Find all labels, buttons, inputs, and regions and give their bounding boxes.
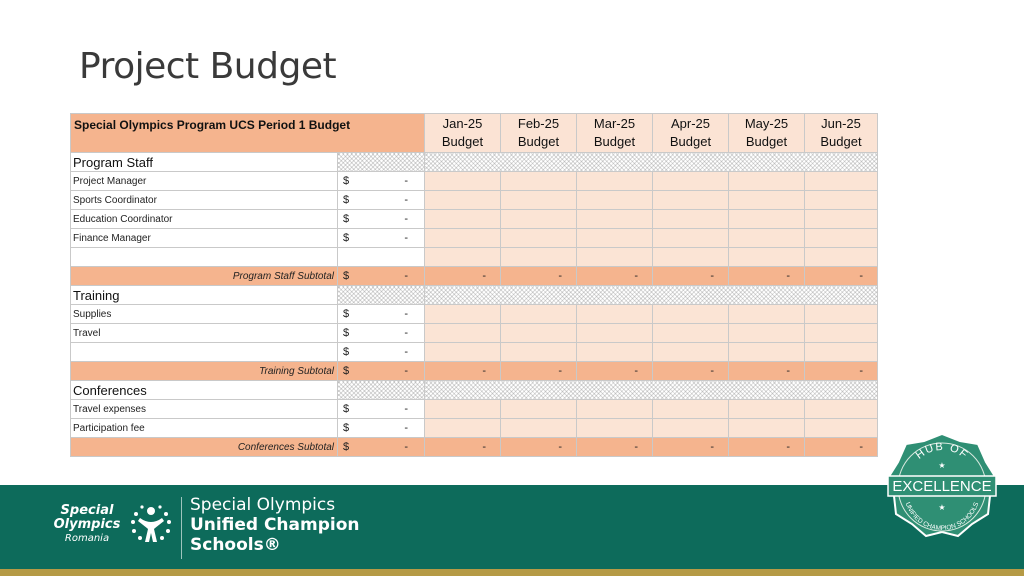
subtotal-amount: $ - <box>338 267 425 286</box>
section-row <box>71 286 878 305</box>
month-cell <box>501 229 577 248</box>
table-row <box>71 324 878 343</box>
month-cell <box>425 172 501 191</box>
table-row <box>71 191 878 210</box>
month-cell <box>729 324 805 343</box>
month-cell <box>425 419 501 438</box>
budget-label: Budget <box>820 134 862 149</box>
month-header <box>501 114 577 153</box>
month-cell <box>577 210 653 229</box>
header-row <box>71 114 878 153</box>
hatched-cell <box>425 153 878 172</box>
month-header <box>577 114 653 153</box>
month-cell <box>805 343 878 362</box>
month-cell <box>577 305 653 324</box>
month-cell <box>729 248 805 267</box>
line-item-label: Project Manager <box>71 172 338 191</box>
month-cell <box>577 324 653 343</box>
slide-title: Project Budget <box>79 46 337 87</box>
empty-label <box>71 343 338 362</box>
month-cell <box>729 172 805 191</box>
budget-label: Budget <box>441 134 484 149</box>
month-label: May-25 <box>744 116 789 131</box>
subtotal-amount: $ - <box>338 438 425 457</box>
subtotal-month: - <box>425 362 501 381</box>
amount-cell: $ - <box>338 210 425 229</box>
footer-divider <box>181 497 182 559</box>
line-item-label: Participation fee <box>71 419 338 438</box>
month-cell <box>501 248 577 267</box>
month-label: Mar-25 <box>593 116 636 131</box>
subtotal-month: - <box>729 438 805 457</box>
section-label: Training <box>71 286 338 305</box>
subtotal-label: Program Staff Subtotal <box>71 267 338 286</box>
month-cell <box>577 419 653 438</box>
section-label: Program Staff <box>71 153 338 172</box>
month-cell <box>805 191 878 210</box>
month-cell <box>805 172 878 191</box>
month-cell <box>577 229 653 248</box>
subtotal-month: - <box>653 362 729 381</box>
month-cell <box>805 400 878 419</box>
logo-line: Special Olympics <box>190 495 336 515</box>
table-row <box>71 248 878 267</box>
table-row <box>71 419 878 438</box>
budget-label: Budget <box>517 134 560 149</box>
special-olympics-romania-logo <box>52 504 122 546</box>
subtotal-month: - <box>501 362 577 381</box>
month-label: Apr-25 <box>670 116 711 131</box>
month-cell <box>501 419 577 438</box>
subtotal-month: - <box>653 438 729 457</box>
month-cell <box>577 191 653 210</box>
month-cell <box>577 343 653 362</box>
month-header <box>425 114 501 153</box>
budget-title: Special Olympics Program UCS Period 1 Budget <box>71 114 425 153</box>
subtotal-label: Training Subtotal <box>71 362 338 381</box>
hatched-cell <box>425 286 878 305</box>
month-cell <box>805 210 878 229</box>
hatched-cell <box>338 381 425 400</box>
month-cell <box>577 248 653 267</box>
line-item-label: Travel expenses <box>71 400 338 419</box>
month-cell <box>577 400 653 419</box>
month-cell <box>501 400 577 419</box>
amount-cell: $ - <box>338 419 425 438</box>
logo-line: Special <box>60 503 114 518</box>
subtotal-row <box>71 267 878 286</box>
amount-cell: $ - <box>338 400 425 419</box>
line-item-label: Finance Manager <box>71 229 338 248</box>
month-cell <box>653 191 729 210</box>
budget-label: Budget <box>593 134 636 149</box>
month-cell <box>501 305 577 324</box>
month-cell <box>425 210 501 229</box>
month-cell <box>425 400 501 419</box>
footer-stripe <box>0 569 1024 576</box>
budget-label: Budget <box>669 134 712 149</box>
month-cell <box>805 248 878 267</box>
star-icon: ★ <box>938 461 946 470</box>
subtotal-month: - <box>577 362 653 381</box>
month-cell <box>653 229 729 248</box>
month-label: Jan-25 <box>442 116 483 131</box>
subtotal-row <box>71 438 878 457</box>
month-cell <box>653 248 729 267</box>
month-cell <box>501 172 577 191</box>
amount-cell: $ - <box>338 229 425 248</box>
amount-cell: $ - <box>338 191 425 210</box>
table-row <box>71 343 878 362</box>
line-item-label: Education Coordinator <box>71 210 338 229</box>
special-olympics-figure-icon <box>128 500 174 546</box>
subtotal-month: - <box>729 267 805 286</box>
logo-line: Schools® <box>190 535 281 555</box>
month-cell <box>729 210 805 229</box>
hatched-cell <box>338 153 425 172</box>
subtotal-month: - <box>425 267 501 286</box>
subtotal-month: - <box>577 267 653 286</box>
section-row <box>71 153 878 172</box>
month-cell <box>425 191 501 210</box>
month-header <box>729 114 805 153</box>
month-cell <box>501 343 577 362</box>
subtotal-row <box>71 362 878 381</box>
budget-table <box>70 113 878 457</box>
line-item-label: Travel <box>71 324 338 343</box>
month-label: Feb-25 <box>517 116 560 131</box>
hatched-cell <box>338 286 425 305</box>
footer-band <box>0 485 1024 576</box>
month-cell <box>653 324 729 343</box>
month-cell <box>729 343 805 362</box>
subtotal-month: - <box>805 438 878 457</box>
month-cell <box>653 419 729 438</box>
budget-label: Budget <box>745 134 788 149</box>
hub-of-excellence-badge <box>882 432 1002 542</box>
month-cell <box>729 400 805 419</box>
month-cell <box>729 305 805 324</box>
month-cell <box>653 343 729 362</box>
section-row <box>71 381 878 400</box>
badge-bottom-text: UNIFIED CHAMPION SCHOOLS <box>903 501 981 533</box>
month-cell <box>805 419 878 438</box>
unified-champion-schools-logo <box>190 495 360 555</box>
logo-line: Olympics <box>53 517 121 532</box>
month-cell <box>425 324 501 343</box>
month-cell <box>653 305 729 324</box>
amount-cell: $ - <box>338 305 425 324</box>
month-cell <box>653 172 729 191</box>
empty-label <box>71 248 338 267</box>
subtotal-month: - <box>805 267 878 286</box>
amount-cell: $ - <box>338 324 425 343</box>
month-cell <box>501 324 577 343</box>
month-cell <box>501 191 577 210</box>
month-cell <box>425 248 501 267</box>
logo-line: Unified Champion <box>190 515 360 535</box>
subtotal-month: - <box>805 362 878 381</box>
month-cell <box>729 229 805 248</box>
line-item-label: Supplies <box>71 305 338 324</box>
section-label: Conferences <box>71 381 338 400</box>
subtotal-month: - <box>501 438 577 457</box>
star-icon: ★ <box>938 503 946 512</box>
month-header <box>805 114 878 153</box>
subtotal-month: - <box>501 267 577 286</box>
table-row <box>71 400 878 419</box>
subtotal-amount: $ - <box>338 362 425 381</box>
line-item-label: Sports Coordinator <box>71 191 338 210</box>
subtotal-month: - <box>729 362 805 381</box>
subtotal-label: Conferences Subtotal <box>71 438 338 457</box>
month-cell <box>653 400 729 419</box>
table-row <box>71 172 878 191</box>
subtotal-month: - <box>425 438 501 457</box>
table-row <box>71 210 878 229</box>
month-cell <box>577 172 653 191</box>
amount-cell: $ - <box>338 172 425 191</box>
month-cell <box>805 305 878 324</box>
month-cell <box>425 229 501 248</box>
month-cell <box>501 210 577 229</box>
amount-cell <box>338 248 425 267</box>
month-header <box>653 114 729 153</box>
month-cell <box>653 210 729 229</box>
month-cell <box>805 229 878 248</box>
badge-main-text: EXCELLENCE <box>892 478 992 495</box>
badge-top-text: HUB OF <box>913 440 971 462</box>
month-cell <box>729 191 805 210</box>
month-cell <box>425 343 501 362</box>
subtotal-month: - <box>653 267 729 286</box>
month-cell <box>425 305 501 324</box>
month-label: Jun-25 <box>821 116 861 131</box>
hatched-cell <box>425 381 878 400</box>
table-row <box>71 305 878 324</box>
month-cell <box>729 419 805 438</box>
logo-subline: Romania <box>64 533 110 544</box>
amount-cell: $ - <box>338 343 425 362</box>
subtotal-month: - <box>577 438 653 457</box>
table-row <box>71 229 878 248</box>
month-cell <box>805 324 878 343</box>
